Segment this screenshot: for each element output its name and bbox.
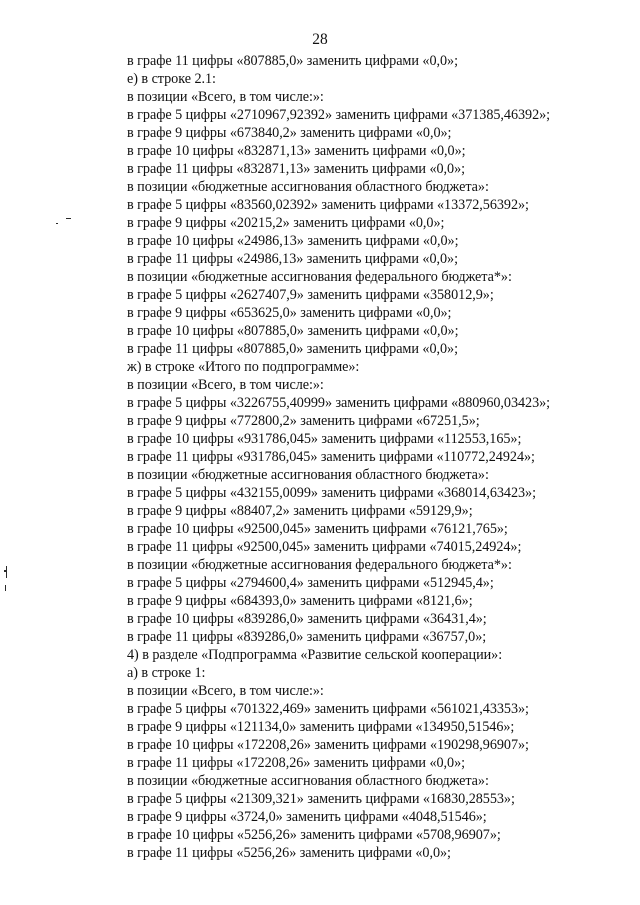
text-line: в графе 5 цифры «21309,321» заменить цифрами «16830,28553»; bbox=[127, 791, 515, 807]
text-line: 4) в разделе «Подпрограмма «Развитие сельской кооперации»: bbox=[127, 647, 503, 663]
scan-mark bbox=[56, 223, 58, 224]
text-line: в графе 9 цифры «3724,0» заменить цифрами «4048,51546»; bbox=[127, 809, 487, 825]
scan-mark bbox=[4, 570, 6, 572]
text-line: в графе 11 цифры «931786,045» заменить цифрами «110772,24924»; bbox=[127, 449, 535, 465]
text-line: ж) в строке «Итого по подпрограмме»: bbox=[127, 359, 360, 375]
text-line: в графе 10 цифры «807885,0» заменить цифрами «0,0»; bbox=[127, 323, 459, 339]
text-line: в графе 10 цифры «839286,0» заменить цифрами «36431,4»; bbox=[127, 611, 487, 627]
text-line: в позиции «бюджетные ассигнования областного бюджета»: bbox=[127, 179, 489, 195]
text-line: в графе 11 цифры «92500,045» заменить цифрами «74015,24924»; bbox=[127, 539, 522, 555]
scan-mark bbox=[66, 218, 71, 219]
scan-mark bbox=[6, 566, 7, 578]
text-line: в графе 5 цифры «3226755,40999» заменить цифрами «880960,03423»; bbox=[127, 395, 551, 411]
text-line: в позиции «бюджетные ассигнования федерального бюджета*»: bbox=[127, 557, 512, 573]
text-line: в графе 9 цифры «88407,2» заменить цифрами «59129,9»; bbox=[127, 503, 473, 519]
text-line: в графе 5 цифры «701322,469» заменить цифрами «561021,43353»; bbox=[127, 701, 529, 717]
text-line: е) в строке 2.1: bbox=[127, 71, 216, 87]
text-line: в графе 10 цифры «5256,26» заменить цифрами «5708,96907»; bbox=[127, 827, 501, 843]
text-line: в позиции «Всего, в том числе:»: bbox=[127, 377, 324, 393]
text-line: в графе 11 цифры «807885,0» заменить цифрами «0,0»; bbox=[127, 341, 458, 357]
text-line: в графе 9 цифры «772800,2» заменить цифрами «67251,5»; bbox=[127, 413, 480, 429]
text-line: в графе 5 цифры «2627407,9» заменить цифрами «358012,9»; bbox=[127, 287, 494, 303]
text-line: в графе 11 цифры «5256,26» заменить цифрами «0,0»; bbox=[127, 845, 451, 861]
text-line: в графе 5 цифры «432155,0099» заменить цифрами «368014,63423»; bbox=[127, 485, 536, 501]
text-line: в графе 9 цифры «673840,2» заменить цифрами «0,0»; bbox=[127, 125, 452, 141]
text-line: в графе 5 цифры «2710967,92392» заменить цифрами «371385,46392»; bbox=[127, 107, 551, 123]
text-line: в позиции «бюджетные ассигнования областного бюджета»: bbox=[127, 773, 489, 789]
text-line: в графе 9 цифры «20215,2» заменить цифрами «0,0»; bbox=[127, 215, 445, 231]
text-line: в графе 10 цифры «832871,13» заменить цифрами «0,0»; bbox=[127, 143, 466, 159]
text-line: в позиции «бюджетные ассигнования федерального бюджета*»: bbox=[127, 269, 512, 285]
text-line: в позиции «бюджетные ассигнования областного бюджета»: bbox=[127, 467, 489, 483]
document-body bbox=[127, 52, 632, 862]
text-line: в графе 5 цифры «83560,02392» заменить цифрами «13372,56392»; bbox=[127, 197, 529, 213]
text-line: в графе 11 цифры «839286,0» заменить цифрами «36757,0»; bbox=[127, 629, 487, 645]
scan-mark bbox=[5, 585, 6, 591]
text-line: в графе 10 цифры «172208,26» заменить цифрами «190298,96907»; bbox=[127, 737, 529, 753]
text-line: в графе 9 цифры «684393,0» заменить цифрами «8121,6»; bbox=[127, 593, 473, 609]
text-line: в графе 10 цифры «24986,13» заменить цифрами «0,0»; bbox=[127, 233, 459, 249]
text-line: в графе 11 цифры «172208,26» заменить цифрами «0,0»; bbox=[127, 755, 466, 771]
text-line: в графе 9 цифры «121134,0» заменить цифрами «134950,51546»; bbox=[127, 719, 515, 735]
text-line: в графе 5 цифры «2794600,4» заменить цифрами «512945,4»; bbox=[127, 575, 494, 591]
text-line: в графе 9 цифры «653625,0» заменить цифрами «0,0»; bbox=[127, 305, 452, 321]
text-line: в позиции «Всего, в том числе:»: bbox=[127, 89, 324, 105]
text-line: а) в строке 1: bbox=[127, 665, 206, 681]
text-line: в графе 10 цифры «931786,045» заменить цифрами «112553,165»; bbox=[127, 431, 522, 447]
text-line: в графе 10 цифры «92500,045» заменить цифрами «76121,765»; bbox=[127, 521, 508, 537]
text-line: в графе 11 цифры «807885,0» заменить цифрами «0,0»; bbox=[127, 53, 458, 69]
text-line: в позиции «Всего, в том числе:»: bbox=[127, 683, 324, 699]
page-number: 28 bbox=[312, 31, 328, 48]
text-line: в графе 11 цифры «832871,13» заменить цифрами «0,0»; bbox=[127, 161, 466, 177]
text-line: в графе 11 цифры «24986,13» заменить цифрами «0,0»; bbox=[127, 251, 458, 267]
